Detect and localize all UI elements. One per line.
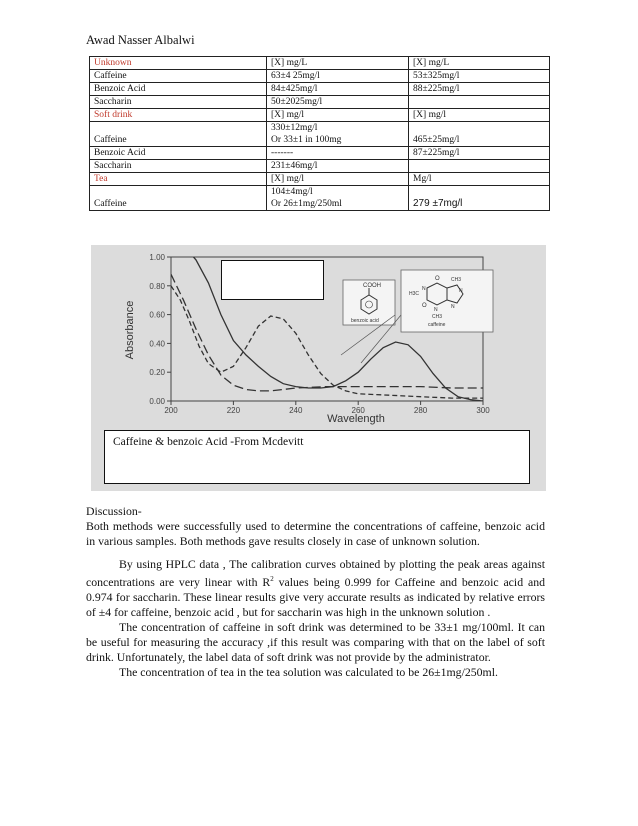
benzoic-acid-label: benzoic acid	[351, 318, 379, 324]
benzoic-acid-structure	[343, 280, 395, 325]
table-cell: 465±25mg/l	[409, 122, 550, 147]
atom-label: N	[434, 307, 438, 313]
discussion-paragraph: Both methods were successfully used to determine the concentrations of caffeine, benzoic acid in various samples. Both methods gave results closely in case of unknown solution.	[86, 519, 545, 548]
table-cell: 231±46mg/l	[267, 160, 409, 173]
paragraph-text: By using HPLC data , The calibration curves obtained by plotting the peak areas against concentrations are very linear with R	[86, 557, 545, 589]
y-tick-label: 0.80	[149, 281, 165, 291]
table-cell: Caffeine	[90, 122, 267, 147]
table-cell: Saccharin	[90, 96, 267, 109]
table-cell: 50±2025mg/l	[267, 96, 409, 109]
table-cell: -------	[267, 147, 409, 160]
table-cell: 330±12mg/l	[267, 122, 409, 135]
atom-label: H3C	[409, 291, 420, 297]
discussion-paragraph: The concentration of caffeine in soft drink was determined to be 33±1 mg/100ml. It can be useful for measuring the accuracy ,if this result was comparing with that on the label of soft drink. Unfortunately, the label data of soft drink was not provide by the administrator.	[86, 619, 545, 664]
table-cell: Unknown	[90, 57, 267, 70]
y-tick-label: 1.00	[149, 253, 165, 262]
table-row	[90, 160, 550, 173]
absorbance-figure	[91, 245, 546, 491]
table-cell: Soft drink	[90, 109, 267, 122]
y-tick-label: 0.20	[149, 368, 165, 378]
y-tick-label: 0.00	[149, 397, 165, 406]
table-cell: 104±4mg/l	[267, 186, 409, 199]
table-row	[90, 83, 550, 96]
table-cell: Benzoic Acid	[90, 147, 267, 160]
author-name: Awad Nasser Albalwi	[86, 33, 195, 47]
table-cell: [X] mg/L	[267, 57, 409, 70]
table-row	[90, 147, 550, 160]
atom-label: N	[451, 304, 455, 310]
table-cell: 88±225mg/l	[409, 83, 550, 96]
x-axis-label: Wavelength	[327, 413, 385, 425]
table-cell: Caffeine	[90, 70, 267, 83]
table-row	[90, 186, 550, 199]
table-cell: 84±425mg/l	[267, 83, 409, 96]
table-cell: Benzoic Acid	[90, 83, 267, 96]
y-axis-label: Absorbance	[124, 300, 136, 360]
discussion-paragraph	[86, 557, 545, 620]
table-cell: Saccharin	[90, 160, 267, 173]
y-tick-label: 0.60	[149, 310, 165, 320]
table-row	[90, 122, 550, 135]
table-row	[90, 57, 550, 70]
table-cell: 63±4 25mg/l	[267, 70, 409, 83]
results-table	[89, 56, 550, 211]
table-row	[90, 96, 550, 109]
table-cell: [X] mg/l	[267, 109, 409, 122]
discussion-paragraph: The concentration of tea in the tea solution was calculated to be 26±1mg/250ml.	[119, 664, 498, 679]
table-cell: Mg/l	[409, 173, 550, 186]
paragraph-text: values being 0.999 for Caffeine and benzoic acid and 0.974 for saccharin. These linear results give very accurate results as indicated by relative errors of ±4 for caffeine, benzoic acid , but for saccharin was high in the unknown solution .	[86, 574, 546, 619]
table-cell: Tea	[90, 173, 267, 186]
table-row	[90, 70, 550, 83]
atom-label: N	[459, 288, 463, 294]
benzoic-cooh-label: COOH	[363, 283, 381, 289]
table-cell: 87±225mg/l	[409, 147, 550, 160]
x-tick-label: 280	[413, 406, 428, 415]
table-cell	[409, 160, 550, 173]
superscript: 2	[270, 575, 274, 583]
table-row	[90, 173, 550, 186]
table-cell: [X] mg/l	[267, 173, 409, 186]
x-tick-label: 300	[476, 406, 490, 415]
x-tick-label: 200	[164, 406, 178, 415]
atom-label: O	[422, 303, 427, 309]
discussion-heading: Discussion-	[86, 504, 142, 518]
atom-label: N	[422, 286, 426, 292]
table-cell: Caffeine	[90, 186, 267, 211]
atom-label: CH3	[432, 314, 443, 320]
caffeine-structure	[401, 270, 493, 332]
table-cell	[409, 96, 550, 109]
atom-label: O	[435, 276, 440, 282]
table-cell: [X] mg/L	[409, 57, 550, 70]
table-cell: 279 ±7mg/l	[409, 186, 550, 211]
table-cell: Or 33±1 in 100mg	[267, 134, 409, 147]
x-tick-label: 240	[289, 406, 303, 415]
table-row	[90, 109, 550, 122]
y-tick-label: 0.40	[149, 339, 165, 349]
x-tick-label: 220	[226, 406, 241, 415]
blank-annotation-box	[221, 260, 324, 300]
caffeine-label: caffeine	[428, 322, 446, 328]
table-cell: 53±325mg/l	[409, 70, 550, 83]
discussion-section	[86, 504, 545, 680]
table-cell: [X] mg/l	[409, 109, 550, 122]
atom-label: CH3	[451, 277, 462, 283]
x-tick-label: 260	[351, 406, 365, 415]
table-cell: Or 26±1mg/250ml	[267, 198, 409, 211]
figure-caption: Caffeine & benzoic Acid -From Mcdevitt	[113, 436, 304, 448]
figure-caption-box	[104, 430, 530, 484]
